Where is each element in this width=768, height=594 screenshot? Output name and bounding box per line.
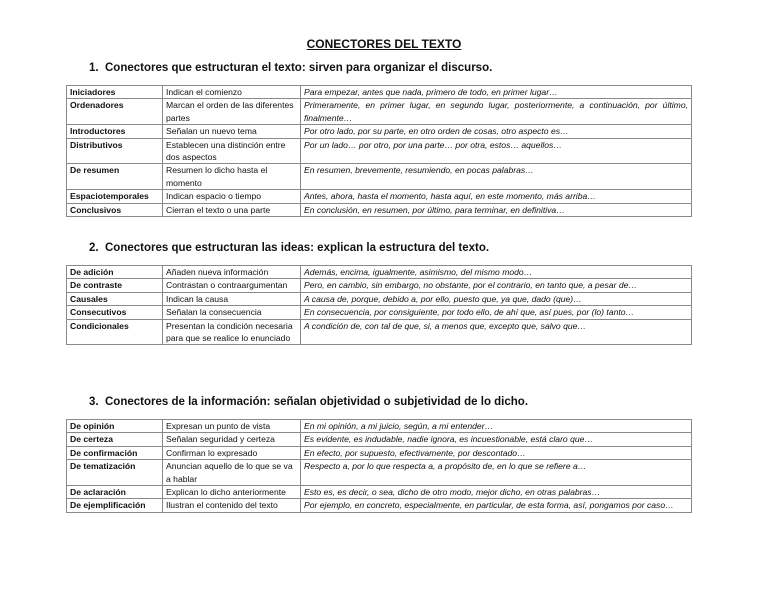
connector-type: Iniciadores bbox=[67, 86, 163, 99]
section-heading-text: Conectores de la información: señalan objetividad o subjetividad de lo dicho. bbox=[105, 396, 529, 408]
connector-type: De aclaración bbox=[67, 486, 163, 499]
table-row bbox=[67, 125, 692, 138]
table-row bbox=[67, 420, 692, 433]
connector-examples: Para empezar, antes que nada, primero de todo, en primer lugar… bbox=[301, 86, 692, 99]
table-row bbox=[67, 138, 692, 164]
connector-type: De tematización bbox=[67, 460, 163, 486]
table-row bbox=[67, 306, 692, 319]
connector-examples: Primeramente, en primer lugar, en segundo lugar, posteriormente, a continuación, por último, finalmente… bbox=[301, 99, 692, 125]
connector-type: Distributivos bbox=[67, 138, 163, 164]
connector-examples: Por un lado… por otro, por una parte… por otra, estos… aquellos… bbox=[301, 138, 692, 164]
connector-examples: Antes, ahora, hasta el momento, hasta aquí, en este momento, más arriba… bbox=[301, 190, 692, 203]
table-row bbox=[67, 486, 692, 499]
connector-function: Confirman lo expresado bbox=[163, 446, 301, 459]
connector-examples: Pero, en cambio, sin embargo, no obstante, por el contrario, en tanto que, a pesar de… bbox=[301, 279, 692, 292]
connector-type: Causales bbox=[67, 292, 163, 305]
connector-examples: A causa de, porque, debido a, por ello, puesto que, ya que, dado (que)… bbox=[301, 292, 692, 305]
connector-type: Introductores bbox=[67, 125, 163, 138]
table-row bbox=[67, 99, 692, 125]
connector-type: Condicionales bbox=[67, 319, 163, 345]
section-number: 2. bbox=[89, 242, 99, 254]
section-1-heading bbox=[89, 62, 492, 74]
table-row bbox=[67, 460, 692, 486]
connector-function: Establecen una distinción entre dos aspectos bbox=[163, 138, 301, 164]
table-row bbox=[67, 86, 692, 99]
table-row bbox=[67, 446, 692, 459]
connector-function: Indican el comienzo bbox=[163, 86, 301, 99]
connector-function: Señalan un nuevo tema bbox=[163, 125, 301, 138]
table-row bbox=[67, 164, 692, 190]
table-row bbox=[67, 433, 692, 446]
connector-examples: Esto es, es decir, o sea, dicho de otro modo, mejor dicho, en otras palabras… bbox=[301, 486, 692, 499]
table-row bbox=[67, 319, 692, 345]
connector-function: Señalan seguridad y certeza bbox=[163, 433, 301, 446]
connector-examples: Por otro lado, por su parte, en otro orden de cosas, otro aspecto es… bbox=[301, 125, 692, 138]
connector-examples: En conclusión, en resumen, por último, para terminar, en definitiva… bbox=[301, 203, 692, 216]
connector-function: Contrastan o contraargumentan bbox=[163, 279, 301, 292]
connector-function: Indican la causa bbox=[163, 292, 301, 305]
section-heading-text: Conectores que estructuran las ideas: explican la estructura del texto. bbox=[105, 242, 490, 254]
section-3-table bbox=[66, 419, 692, 513]
connector-type: De resumen bbox=[67, 164, 163, 190]
connector-function: Marcan el orden de las diferentes partes bbox=[163, 99, 301, 125]
connector-function: Explican lo dicho anteriormente bbox=[163, 486, 301, 499]
connector-examples: En mi opinión, a mi juicio, según, a mi entender… bbox=[301, 420, 692, 433]
connector-examples: Respecto a, por lo que respecta a, a propósito de, en lo que se refiere a… bbox=[301, 460, 692, 486]
connector-function: Indican espacio o tiempo bbox=[163, 190, 301, 203]
section-1-table bbox=[66, 85, 692, 217]
connector-type: De ejemplificación bbox=[67, 499, 163, 512]
connector-examples: Por ejemplo, en concreto, especialmente, en particular, de esta forma, así, pongamos por caso… bbox=[301, 499, 692, 512]
connector-function: Presentan la condición necesaria para que se realice lo enunciado bbox=[163, 319, 301, 345]
table-row bbox=[67, 279, 692, 292]
connector-type: De opinión bbox=[67, 420, 163, 433]
connector-function: Ilustran el contenido del texto bbox=[163, 499, 301, 512]
connector-type: Conclusivos bbox=[67, 203, 163, 216]
connector-function: Señalan la consecuencia bbox=[163, 306, 301, 319]
section-2-table bbox=[66, 265, 692, 345]
page-title: CONECTORES DEL TEXTO bbox=[306, 37, 462, 51]
connector-type: De adición bbox=[67, 266, 163, 279]
section-heading-text: Conectores que estructuran el texto: sirven para organizar el discurso. bbox=[105, 62, 493, 74]
connector-examples: A condición de, con tal de que, si, a menos que, excepto que, salvo que… bbox=[301, 319, 692, 345]
connector-type: Espaciotemporales bbox=[67, 190, 163, 203]
connector-type: De confirmación bbox=[67, 446, 163, 459]
section-2-heading bbox=[89, 242, 489, 254]
connector-type: Consecutivos bbox=[67, 306, 163, 319]
section-3-heading bbox=[89, 396, 528, 408]
section-number: 1. bbox=[89, 62, 99, 74]
connector-function: Añaden nueva información bbox=[163, 266, 301, 279]
connector-type: Ordenadores bbox=[67, 99, 163, 125]
table-row bbox=[67, 266, 692, 279]
table-row bbox=[67, 190, 692, 203]
connector-function: Cierran el texto o una parte bbox=[163, 203, 301, 216]
connector-examples: En consecuencia, por consiguiente, por todo ello, de ahí que, así pues, por (lo) tanto… bbox=[301, 306, 692, 319]
connector-examples: Es evidente, es indudable, nadie ignora, es incuestionable, está claro que… bbox=[301, 433, 692, 446]
table-row bbox=[67, 499, 692, 512]
connector-function: Anuncian aquello de lo que se va a hablar bbox=[163, 460, 301, 486]
section-number: 3. bbox=[89, 396, 99, 408]
connector-examples: En efecto, por supuesto, efectivamente, por descontado… bbox=[301, 446, 692, 459]
connector-function: Resumen lo dicho hasta el momento bbox=[163, 164, 301, 190]
connector-type: De contraste bbox=[67, 279, 163, 292]
connector-type: De certeza bbox=[67, 433, 163, 446]
table-row bbox=[67, 292, 692, 305]
connector-function: Expresan un punto de vista bbox=[163, 420, 301, 433]
connector-examples: Además, encima, igualmente, asimismo, del mismo modo… bbox=[301, 266, 692, 279]
table-row bbox=[67, 203, 692, 216]
connector-examples: En resumen, brevemente, resumiendo, en pocas palabras… bbox=[301, 164, 692, 190]
